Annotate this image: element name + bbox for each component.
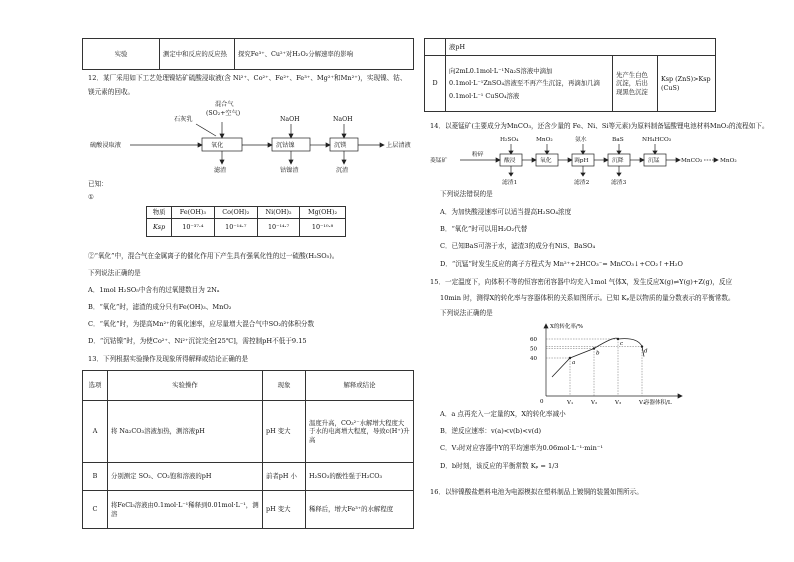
chart-point-d: [641, 345, 643, 347]
flow-gas-label: 混合气: [215, 101, 234, 108]
q13-h-exp: 解释或结论: [306, 371, 414, 401]
chart-series-line: [552, 338, 644, 377]
chart-xlabel: 容器体积/L: [644, 400, 672, 406]
q12-ask: 下列说法正确的是: [88, 269, 141, 277]
chart-origin: 0: [540, 399, 544, 405]
q14-step-1: 酸浸: [504, 158, 516, 164]
q14-option-d: D．“沉锰”时发生反应的离子方程式为 Mn²⁺+2HCO₃⁻= MnCO₃↓+CO₂↑+H₂O: [440, 260, 683, 268]
ksp-h4: Mg(OH)₂: [300, 207, 346, 219]
ksp-h0: 物质: [147, 207, 172, 219]
chart-point-label-d: d: [644, 348, 648, 355]
q14-stem: 14．以菱锰矿(主要成分为MnCO₃，还含少量的 Fe、Ni、Si等元素)为原料制备锰酸锂电池材料MnO₂的流程如下。: [430, 122, 769, 130]
cont-d-ph: 先产生白色沉淀，后出现黑色沉淀: [613, 56, 658, 112]
chart-point-c: [617, 338, 619, 340]
q14-ore: 菱锰矿: [430, 158, 448, 164]
q12-known: 已知：: [88, 180, 108, 188]
cell-heat: 测定中和反应的反应热: [160, 39, 235, 70]
flow-step-conico: 沉钴镍: [276, 142, 295, 149]
q13-a-ph: pH 变大: [263, 401, 306, 463]
q13-b-exp: H₂SO₃的酸性强于H₂CO₃: [306, 463, 414, 491]
cont-d-op-3: 0.1mol·L⁻¹ CuSO₄溶液: [449, 91, 520, 100]
q13-c-opt: C: [83, 491, 108, 529]
ksp-table: [146, 206, 346, 237]
q13-a-opt: A: [83, 401, 108, 463]
q14-reagent-5: NH₄HCO₃: [642, 137, 672, 143]
q14-option-c: C．已知BaS可溶于水，滤渣3的成分有NiS、BaSO₄: [440, 242, 596, 250]
q12-stem: 12．某厂采用如下工艺处理镍钴矿硫酸浸取液(含 Ni²⁺、Co²⁺、Fe²⁺、Fe³⁺、Mg²⁺和Mn²⁺)，实现镍、钴、: [88, 74, 407, 82]
q14-residue-3: 滤渣3: [611, 180, 627, 186]
q12-option-a: A．1mol H₂SO₅中含有的过氧键数目为 2Nₐ: [88, 286, 220, 294]
q14-product-2: MnO₂: [720, 158, 737, 164]
q14-step-5: 沉锰: [648, 158, 660, 164]
q14-reagent-3: 氨水: [575, 137, 587, 143]
q15-option-b: B．逆反应速率：v(a)<v(b)<v(d): [440, 427, 542, 435]
chart-ytick-60: 60: [530, 337, 537, 343]
cont-row-1: 液pH: [446, 39, 716, 56]
ksp-row-label: Ksp: [147, 218, 172, 236]
q15-stem-1: 15．一定温度下，向体积不等的恒容密闭容器中均充入1mol 气体X，发生反应X(g)⇌Y(g)+Z(g)，反应: [430, 278, 733, 286]
experiment-header-table: [82, 38, 414, 70]
cont-d-opt: D: [425, 56, 446, 112]
flow-step-mg: 沉镁: [334, 142, 347, 149]
q13-h-op: 实验操作: [108, 371, 263, 401]
chart-ytick-50: 50: [530, 346, 537, 353]
cont-d-op-2: 0.1mol·L⁻¹ZnSO₄溶液至不再产生沉淀，再滴加几滴: [449, 79, 600, 88]
q14-option-b: B．“氧化”时可以用H₂O₂代替: [440, 225, 528, 233]
ksp-v1: 10⁻³⁷·⁴: [172, 218, 214, 236]
flow-out-2: 钴镍渣: [280, 167, 299, 174]
q12-note-2: ②“氧化”中，混合气在金属离子的催化作用下产生具有强氧化性的过一硫酸(H₂SO₅)。: [88, 252, 339, 260]
flow-start: 硫酸浸取液: [90, 142, 121, 149]
q12-flow-diagram: [80, 98, 420, 180]
q15-ask: 下列说法正确的是: [440, 309, 493, 317]
chart-ytick-40: 40: [530, 356, 537, 362]
chart-xtick-4: V₄: [639, 400, 646, 406]
flow-naoh-2: NaOH: [333, 116, 353, 123]
ksp-v2: 10⁻¹⁴·⁷: [214, 218, 257, 236]
q15-option-c: C．V₂时对应容器中Y的平均速率为0.06mol·L⁻¹·min⁻¹: [440, 444, 603, 452]
q12-option-b: B．“氧化”时，滤渣的成分只有Fe(OH)₃、MnO₂: [88, 303, 232, 311]
flow-lime: 石灰乳: [174, 116, 193, 123]
cont-d-op: [446, 56, 613, 112]
cont-d-op-1: 向2mL0.1mol·L⁻¹Na₂S溶液中滴加: [449, 66, 553, 75]
chart-point-a: [569, 357, 571, 359]
q13-table-continued: [424, 38, 716, 112]
ksp-h1: Fe(OH)₃: [172, 207, 214, 219]
ksp-v4: 10⁻¹⁰·⁸: [300, 218, 346, 236]
q13-a-op: 将 Na₂CO₃溶液加热，测溶液pH: [108, 401, 263, 463]
chart-point-label-b: b: [596, 350, 600, 357]
cell-experiment: 实验: [83, 39, 160, 70]
q15-option-d: D．b时刻，该反应的平衡常数 Kₚ = 1/3: [440, 462, 559, 470]
chart-xtick-3: V₃: [615, 400, 622, 406]
q16-stem: 16．以锌镍酸盐燃料电池为电源模拟在塑料制品上镀铜的装置如图所示。: [430, 488, 643, 496]
q13-c-op: 将FeCl₃溶液由0.1mol·L⁻¹稀释到0.01mol·L⁻¹，测溶: [108, 491, 263, 529]
q13-b-opt: B: [83, 463, 108, 491]
q14-ask: 下列说法错误的是: [440, 190, 493, 198]
q14-flow-diagram: [430, 132, 740, 188]
q13-b-op: 分别测定 SO₂、CO₂饱和溶液的pH: [108, 463, 263, 491]
q13-a-exp: 温度升高，CO₃²⁻水解增大程度大于水的电离增大程度，导致c(H⁺)升高: [306, 401, 414, 463]
q15-option-a: A．a 点再充入一定量的X，X的转化率减小: [440, 410, 566, 418]
flow-step-oxidize: 氧化: [211, 142, 224, 149]
q14-grind: 粉碎: [472, 152, 484, 158]
cont-d-exp: Ksp (ZnS)>Ksp (CuS): [658, 56, 716, 112]
q14-step-3: 调pH: [574, 158, 589, 164]
chart-point-b: [593, 347, 595, 349]
flow-end: 上层清液: [386, 142, 411, 149]
flow-out-3: 沉渣: [336, 167, 349, 174]
flow-naoh-1: NaOH: [280, 116, 300, 123]
ksp-h2: Co(OH)₂: [214, 207, 257, 219]
q13-c-exp: 稀释后，增大Fe³⁺的水解程度: [306, 491, 414, 529]
q14-reagent-4: BaS: [612, 137, 624, 143]
chart-ylabel: X的转化率/%: [550, 324, 583, 330]
q14-residue-1: 滤渣1: [502, 180, 518, 186]
ksp-v3: 10⁻¹⁴·⁷: [258, 218, 300, 236]
q12-circle-1: ①: [88, 193, 94, 201]
q13-table: [82, 370, 414, 529]
q14-option-a: A．为加快酸浸速率可以适当提高H₂SO₄浓度: [440, 208, 572, 216]
q12-stem-2: 镁元素的回收。: [88, 88, 135, 96]
chart-xtick-2: V₂: [591, 400, 598, 406]
q14-residue-2: 滤渣2: [574, 180, 590, 186]
chart-xtick-1: V₁: [567, 400, 574, 406]
q13-stem: 13．下列根据实验操作及现象所得解释或结论正确的是: [88, 355, 249, 363]
chart-point-label-a: a: [572, 360, 576, 366]
q12-option-c: C．“氧化”时，为提高Mn²⁺的氧化速率，应尽量增大混合气中SO₂的体积分数: [88, 320, 315, 328]
q12-option-d: D．“沉钴镍”时，为使Co²⁺、Ni²⁺沉淀完全[25℃]，需控制pH不低于9.15: [88, 337, 307, 345]
q14-step-2: 氧化: [540, 158, 552, 164]
q13-h-ph: 现象: [263, 371, 306, 401]
ksp-h3: Ni(OH)₂: [258, 207, 300, 219]
q15-stem-2: 10min 时，测得X的转化率与容器体积的关系如图所示。已知 Kₚ是以物质的量分数表示的平衡常数。: [440, 294, 735, 302]
q15-conversion-chart: [520, 318, 690, 406]
q14-step-4: 沉降: [612, 158, 624, 164]
q13-h-opt: 选项: [83, 371, 108, 401]
q14-reagent-1: H₂SO₄: [500, 137, 519, 143]
q13-c-ph: pH 变大: [263, 491, 306, 529]
q14-reagent-2: MnO₂: [536, 137, 553, 143]
q13-b-ph: 前者pH 小: [263, 463, 306, 491]
cell-h2o2: 探究Fe³⁺、Cu²⁺对H₂O₂分解速率的影响: [235, 39, 414, 70]
flow-gas-sub: (SO₂+空气): [206, 110, 241, 117]
flow-out-1: 滤渣: [214, 167, 227, 174]
chart-point-label-c: c: [620, 341, 624, 347]
q14-product-1: MnCO₃: [681, 158, 703, 164]
